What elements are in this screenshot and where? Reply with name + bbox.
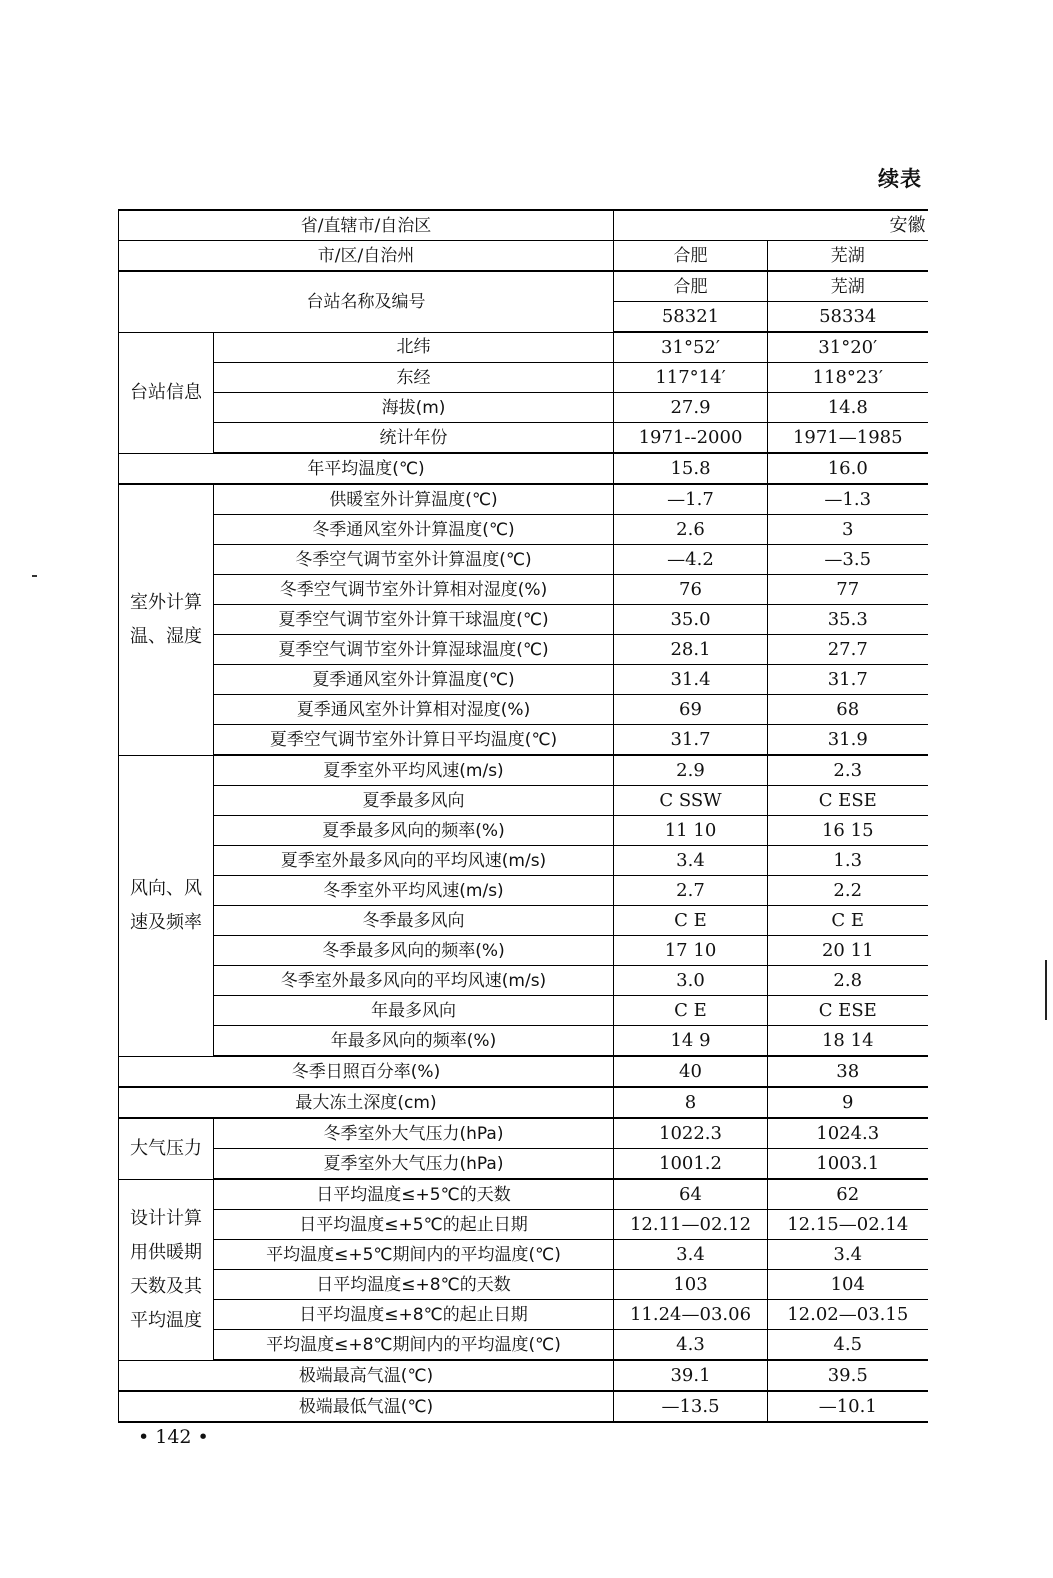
city-label: 市/区/自治州: [119, 241, 614, 272]
value-hefei: 2.6: [614, 515, 768, 545]
table-row: [119, 635, 928, 665]
table-row: [119, 423, 928, 454]
value-hefei: 69: [614, 695, 768, 725]
table-row: [119, 363, 928, 393]
value-wuhu: 9: [768, 1087, 928, 1118]
table-body: [119, 210, 928, 1422]
value-wuhu: —3.5: [768, 545, 928, 575]
table-row: [119, 1149, 928, 1180]
pressure-group-label: 大气压力: [119, 1118, 214, 1179]
row-label: 冬季室外平均风速(m/s): [214, 876, 614, 906]
table-row: [119, 816, 928, 846]
row-label: 平均温度≤+8℃期间内的平均温度(℃): [214, 1330, 614, 1361]
city-2: 芜湖: [768, 241, 928, 272]
row-label: 冬季空气调节室外计算温度(℃): [214, 545, 614, 575]
table-row-extreme_max: [119, 1360, 928, 1391]
value-hefei: 1022.3: [614, 1118, 768, 1149]
row-label: 夏季空气调节室外计算湿球温度(℃): [214, 635, 614, 665]
value-hefei: C SSW: [614, 786, 768, 816]
value-hefei: —13.5: [614, 1391, 768, 1422]
table-row: [119, 936, 928, 966]
page-number: • 142 •: [138, 1426, 209, 1448]
value-wuhu: 3.4: [768, 1240, 928, 1270]
table-row: [119, 1300, 928, 1330]
table-row: [119, 906, 928, 936]
row-label: 冬季空气调节室外计算相对湿度(%): [214, 575, 614, 605]
value-hefei: 11.24—03.06: [614, 1300, 768, 1330]
row-label: 冬季最多风向: [214, 906, 614, 936]
row-label: 年平均温度(℃): [119, 453, 614, 484]
table-row-extreme_min: [119, 1391, 928, 1422]
value-hefei: 103: [614, 1270, 768, 1300]
value-hefei: 2.9: [614, 755, 768, 786]
value-hefei: 31°52′: [614, 332, 768, 363]
value-hefei: 12.11—02.12: [614, 1210, 768, 1240]
row-label: 夏季空气调节室外计算日平均温度(℃): [214, 725, 614, 756]
value-wuhu: 31.9: [768, 725, 928, 756]
table-row: [119, 786, 928, 816]
row-label: 年最多风向: [214, 996, 614, 1026]
value-wuhu: 12.15—02.14: [768, 1210, 928, 1240]
row-label: 年最多风向的频率(%): [214, 1026, 614, 1057]
station-id-2: 58334: [768, 302, 928, 333]
row-label: 夏季室外最多风向的平均风速(m/s): [214, 846, 614, 876]
row-label: 极端最高气温(℃): [119, 1360, 614, 1391]
value-wuhu: 27.7: [768, 635, 928, 665]
value-hefei: 3.4: [614, 846, 768, 876]
value-hefei: 14 9: [614, 1026, 768, 1057]
table-row: [119, 1118, 928, 1149]
row-label: 日平均温度≤+8℃的起止日期: [214, 1300, 614, 1330]
row-label: 冬季日照百分率(%): [119, 1056, 614, 1087]
table-row: [119, 695, 928, 725]
row-label: 日平均温度≤+5℃的起止日期: [214, 1210, 614, 1240]
value-wuhu: C ESE: [768, 996, 928, 1026]
value-wuhu: 31.7: [768, 665, 928, 695]
row-label: 海拔(m): [214, 393, 614, 423]
table-row: [119, 725, 928, 756]
province-value: 安徽: [614, 210, 928, 241]
city-1: 合肥: [614, 241, 768, 272]
value-wuhu: 38: [768, 1056, 928, 1087]
row-label: 最大冻土深度(cm): [119, 1087, 614, 1118]
outdoor-design-group-label: 室外计算温、湿度: [119, 484, 214, 755]
value-wuhu: —1.3: [768, 484, 928, 515]
value-wuhu: 118°23′: [768, 363, 928, 393]
station-label: 台站名称及编号: [119, 271, 614, 332]
row-label: 冬季室外大气压力(hPa): [214, 1118, 614, 1149]
value-hefei: 27.9: [614, 393, 768, 423]
value-wuhu: 77: [768, 575, 928, 605]
value-hefei: 11 10: [614, 816, 768, 846]
value-hefei: 64: [614, 1179, 768, 1210]
value-hefei: 3.0: [614, 966, 768, 996]
value-hefei: —1.7: [614, 484, 768, 515]
table-row: [119, 665, 928, 695]
value-wuhu: 4.5: [768, 1330, 928, 1361]
value-hefei: —4.2: [614, 545, 768, 575]
value-wuhu: 16 15: [768, 816, 928, 846]
table-row-annual_mean_temp: [119, 453, 928, 484]
row-label: 平均温度≤+5℃期间内的平均温度(℃): [214, 1240, 614, 1270]
value-wuhu: 16.0: [768, 453, 928, 484]
value-wuhu: 1971—1985: [768, 423, 928, 454]
row-label: 日平均温度≤+8℃的天数: [214, 1270, 614, 1300]
scan-speck: [32, 575, 37, 577]
table-row: [119, 755, 928, 786]
table-row: [119, 1240, 928, 1270]
row-label: 夏季通风室外计算温度(℃): [214, 665, 614, 695]
row-label: 统计年份: [214, 423, 614, 454]
value-wuhu: 2.2: [768, 876, 928, 906]
value-wuhu: 18 14: [768, 1026, 928, 1057]
table-row: [119, 332, 928, 363]
row-label: 夏季空气调节室外计算干球温度(℃): [214, 605, 614, 635]
value-hefei: 1971--2000: [614, 423, 768, 454]
value-hefei: 35.0: [614, 605, 768, 635]
value-wuhu: 1024.3: [768, 1118, 928, 1149]
row-label: 冬季通风室外计算温度(℃): [214, 515, 614, 545]
station-name-1: 合肥: [614, 271, 768, 302]
heating-period-group-label: 设计计算用供暖期天数及其平均温度: [119, 1179, 214, 1360]
wind-group-label: 风向、风速及频率: [119, 755, 214, 1056]
table-row: [119, 484, 928, 515]
row-label: 极端最低气温(℃): [119, 1391, 614, 1422]
table-row: [119, 1210, 928, 1240]
table-row-station-name: [119, 271, 928, 302]
province-label: 省/直辖市/自治区: [119, 210, 614, 241]
value-hefei: 2.7: [614, 876, 768, 906]
table-row-province: [119, 210, 928, 241]
table-row: [119, 1179, 928, 1210]
row-label: 夏季室外大气压力(hPa): [214, 1149, 614, 1180]
row-label: 北纬: [214, 332, 614, 363]
value-wuhu: 2.3: [768, 755, 928, 786]
table-row: [119, 1330, 928, 1361]
value-wuhu: C E: [768, 906, 928, 936]
value-hefei: 39.1: [614, 1360, 768, 1391]
value-hefei: C E: [614, 996, 768, 1026]
table-row: [119, 846, 928, 876]
row-label: 冬季室外最多风向的平均风速(m/s): [214, 966, 614, 996]
station-name-2: 芜湖: [768, 271, 928, 302]
value-hefei: 17 10: [614, 936, 768, 966]
row-label: 东经: [214, 363, 614, 393]
table-row-max_frost_depth: [119, 1087, 928, 1118]
value-wuhu: —10.1: [768, 1391, 928, 1422]
value-wuhu: 12.02—03.15: [768, 1300, 928, 1330]
row-label: 日平均温度≤+5℃的天数: [214, 1179, 614, 1210]
table-row: [119, 393, 928, 423]
station-info-group-label: 台站信息: [119, 332, 214, 453]
value-hefei: 3.4: [614, 1240, 768, 1270]
value-hefei: 28.1: [614, 635, 768, 665]
value-wuhu: C ESE: [768, 786, 928, 816]
value-wuhu: 68: [768, 695, 928, 725]
value-wuhu: 1.3: [768, 846, 928, 876]
table-row: [119, 1270, 928, 1300]
value-hefei: 4.3: [614, 1330, 768, 1361]
row-label: 冬季最多风向的频率(%): [214, 936, 614, 966]
value-wuhu: 1003.1: [768, 1149, 928, 1180]
table-row: [119, 996, 928, 1026]
value-wuhu: 31°20′: [768, 332, 928, 363]
value-hefei: 76: [614, 575, 768, 605]
table-row: [119, 1026, 928, 1057]
value-wuhu: 39.5: [768, 1360, 928, 1391]
row-label: 供暖室外计算温度(℃): [214, 484, 614, 515]
value-wuhu: 2.8: [768, 966, 928, 996]
climate-data-table: [118, 209, 928, 1423]
table-row: [119, 515, 928, 545]
value-hefei: 31.4: [614, 665, 768, 695]
value-wuhu: 20 11: [768, 936, 928, 966]
row-label: 夏季通风室外计算相对湿度(%): [214, 695, 614, 725]
row-label: 夏季最多风向: [214, 786, 614, 816]
value-wuhu: 35.3: [768, 605, 928, 635]
value-hefei: 1001.2: [614, 1149, 768, 1180]
value-hefei: 8: [614, 1087, 768, 1118]
value-hefei: 15.8: [614, 453, 768, 484]
continued-table-label: 续表: [878, 167, 922, 191]
value-hefei: 31.7: [614, 725, 768, 756]
row-label: 夏季最多风向的频率(%): [214, 816, 614, 846]
value-wuhu: 3: [768, 515, 928, 545]
table-row: [119, 876, 928, 906]
table-row-city: [119, 241, 928, 272]
table-row: [119, 966, 928, 996]
row-label: 夏季室外平均风速(m/s): [214, 755, 614, 786]
station-id-1: 58321: [614, 302, 768, 333]
value-hefei: C E: [614, 906, 768, 936]
value-wuhu: 14.8: [768, 393, 928, 423]
scan-edge-mark: [1045, 960, 1047, 1020]
value-hefei: 117°14′: [614, 363, 768, 393]
value-hefei: 40: [614, 1056, 768, 1087]
table-row: [119, 605, 928, 635]
value-wuhu: 62: [768, 1179, 928, 1210]
value-wuhu: 104: [768, 1270, 928, 1300]
table-row-winter_sunshine: [119, 1056, 928, 1087]
table-row: [119, 575, 928, 605]
table-row: [119, 545, 928, 575]
